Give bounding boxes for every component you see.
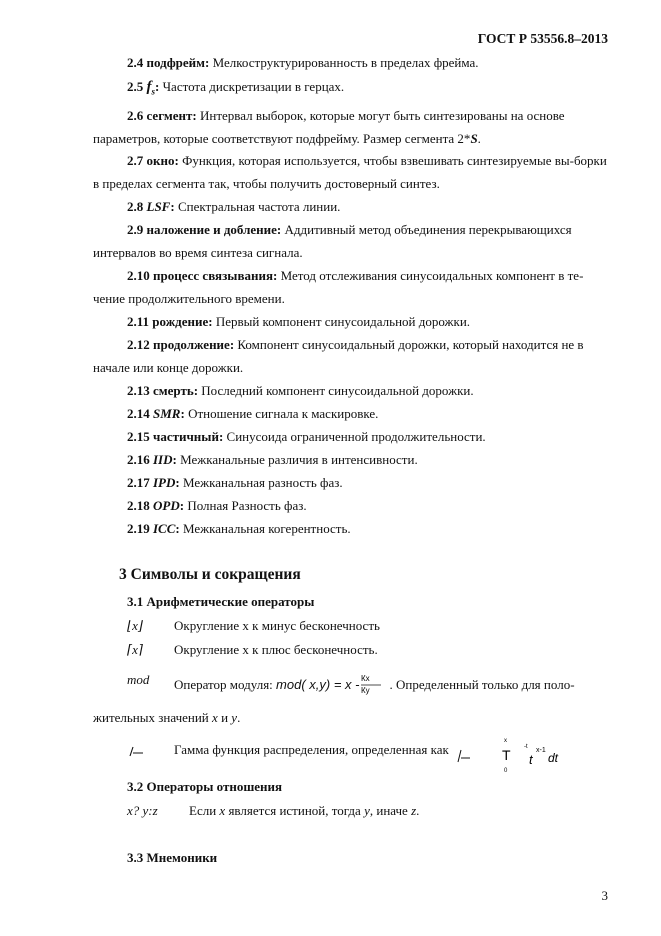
definition-2-17: [93, 471, 608, 494]
symbol-row-floor: [127, 618, 608, 638]
definition-2-7: [93, 149, 608, 195]
svg-text:Ку: Ку: [361, 686, 371, 695]
def-text: Метод отслеживания синусоидальных компонент в те-чение продолжительного времени.: [93, 268, 584, 306]
def-number: 2.13: [127, 383, 150, 398]
def-term: IID: [153, 452, 173, 467]
def-number: 2.6: [127, 108, 144, 123]
definition-2-8: [93, 195, 608, 218]
def-number: 2.9: [127, 222, 144, 237]
def-colon: :: [175, 475, 180, 490]
def-number: 2.17: [127, 475, 150, 490]
def-text: Межканальные различия в интенсивности.: [176, 452, 418, 467]
def-number: 2.19: [127, 521, 150, 536]
subsection-3-2-title: 3.2 Операторы отношения: [127, 779, 283, 794]
def-number: 2.15: [127, 429, 150, 444]
def-number: 2.11: [127, 314, 150, 329]
subsection-3-3-title: 3.3 Мнемоники: [127, 850, 218, 865]
def-text: Полная Разность фаз.: [184, 498, 307, 513]
def-text: Интервал выборок, которые могут быть синтезированы на основе параметров, которые соответствуют подфрейму. Размер сегмента 2*: [93, 108, 565, 146]
def-term: SMR: [153, 406, 181, 421]
floor-description: Округление x к минус бесконечность: [174, 618, 380, 633]
svg-text:dt: dt: [548, 751, 559, 765]
def-text: Функция, которая используется, чтобы взвешивать синтезируемые вы-борки в пределах сегмента так, чтобы получить достоверный синтез.: [93, 153, 607, 191]
svg-text:0: 0: [504, 768, 508, 774]
ceil-description: Округление x к плюс бесконечность.: [174, 642, 378, 657]
def-colon: :: [180, 406, 185, 421]
mod-description: Оператор модуля: mod( x,y) = x - Кx Ку . Определенный только для поло-: [174, 672, 575, 698]
relational-symbol: x? y:z: [127, 803, 158, 818]
def-number: 2.12: [127, 337, 150, 352]
gamma-description: Гамма функция распределения, определенная как: [174, 742, 449, 757]
mod-symbol: mod: [127, 672, 150, 687]
svg-text:x-1: x-1: [536, 747, 546, 754]
def-text: Последний компонент синусоидальной дорожки.: [198, 383, 474, 398]
def-term: частичный:: [153, 429, 224, 444]
def-text: Мелкоструктурированность в пределах фрейма.: [209, 55, 479, 70]
svg-text:-t: -t: [524, 744, 528, 750]
relational-description: Если x является истиной, тогда y, иначе z.: [189, 803, 420, 818]
gamma-symbol-icon: [127, 744, 145, 758]
floor-fraction-graphic: [359, 672, 389, 698]
definition-2-14: [93, 402, 608, 425]
definition-2-18: [93, 494, 608, 517]
def-text: Спектральная частота линии.: [174, 199, 341, 214]
def-term: процесс связывания:: [153, 268, 278, 283]
def-text: Частота дискретизации в герцах.: [159, 79, 345, 94]
def-colon: :: [170, 199, 175, 214]
svg-text:x: x: [504, 738, 507, 744]
definition-2-15: [93, 425, 608, 448]
def-number: 2.18: [127, 498, 150, 513]
def-term: OPD: [153, 498, 180, 513]
definition-2-10: [93, 264, 608, 310]
def-text: Межканальная разность фаз.: [179, 475, 343, 490]
def-text: Первый компонент синусоидальной дорожки.: [212, 314, 471, 329]
def-text: Аддитивный метод объединения перекрывающихся интервалов во время синтеза сигнала.: [93, 222, 572, 260]
def-number: 2.16: [127, 452, 150, 467]
standard-header: ГОСТ Р 53556.8–2013: [477, 31, 608, 46]
symbol-row-ceil: [127, 642, 608, 662]
definition-2-19: [93, 517, 608, 540]
definition-2-16: [93, 448, 608, 471]
def-text: Отношение сигнала к маскировке.: [184, 406, 379, 421]
ceil-symbol: ⌈x⌉: [127, 642, 143, 657]
def-colon: :: [155, 79, 160, 94]
def-text: Синусоида ограниченной продолжительности.: [223, 429, 486, 444]
def-term: f: [146, 79, 152, 95]
def-term: IPD: [153, 475, 176, 490]
def-term: LSF: [146, 199, 171, 214]
def-number: 2.10: [127, 268, 150, 283]
def-number: 2.14: [127, 406, 150, 421]
definition-2-4: [93, 51, 608, 74]
subsection-3-1-title: 3.1 Арифметические операторы: [127, 594, 315, 609]
def-number: 2.7: [127, 153, 144, 168]
def-symbol: S: [470, 131, 478, 146]
mod-continuation: жительных значений x и y.: [93, 710, 241, 725]
def-term: сегмент:: [146, 108, 197, 123]
def-term: наложение и добление:: [146, 222, 282, 237]
def-number: 2.8: [127, 199, 144, 214]
def-term: ICC: [153, 521, 176, 536]
def-number: 2.4: [127, 55, 144, 70]
definition-2-12: [93, 333, 608, 379]
def-term: рождение:: [152, 314, 213, 329]
section-3-title: 3 Символы и сокращения: [119, 566, 301, 583]
def-term-subscript: s: [151, 86, 156, 97]
def-text: Компонент синусоидальный дорожки, который находится не в начале или конце дорожки.: [93, 337, 584, 375]
svg-text:T: T: [502, 747, 511, 763]
mod-formula: mod( x,y) = x -: [276, 677, 360, 692]
symbol-row-mod: [127, 672, 608, 702]
svg-text:Кx: Кx: [361, 674, 371, 683]
svg-text:t: t: [529, 752, 533, 767]
def-number: 2.5: [127, 79, 144, 94]
page-number: 3: [601, 888, 608, 903]
def-end: .: [477, 131, 481, 146]
def-term: продолжение:: [153, 337, 235, 352]
definition-2-6: [93, 104, 608, 150]
gamma-integral-graphic: [452, 734, 602, 774]
symbol-row-gamma: [127, 738, 608, 774]
definition-2-9: [93, 218, 608, 264]
def-term: смерть:: [153, 383, 199, 398]
definition-2-11: [93, 310, 608, 333]
def-colon: :: [175, 521, 180, 536]
def-colon: :: [179, 498, 185, 513]
floor-symbol: ⌊x⌋: [127, 618, 143, 633]
definition-2-13: [93, 379, 608, 402]
def-text: Межканальная когерентность.: [179, 521, 351, 536]
def-term: подфрейм:: [146, 55, 210, 70]
def-term: окно:: [146, 153, 179, 168]
def-colon: :: [172, 452, 177, 467]
symbol-row-relational: [127, 803, 608, 823]
definition-2-5: [93, 75, 608, 104]
